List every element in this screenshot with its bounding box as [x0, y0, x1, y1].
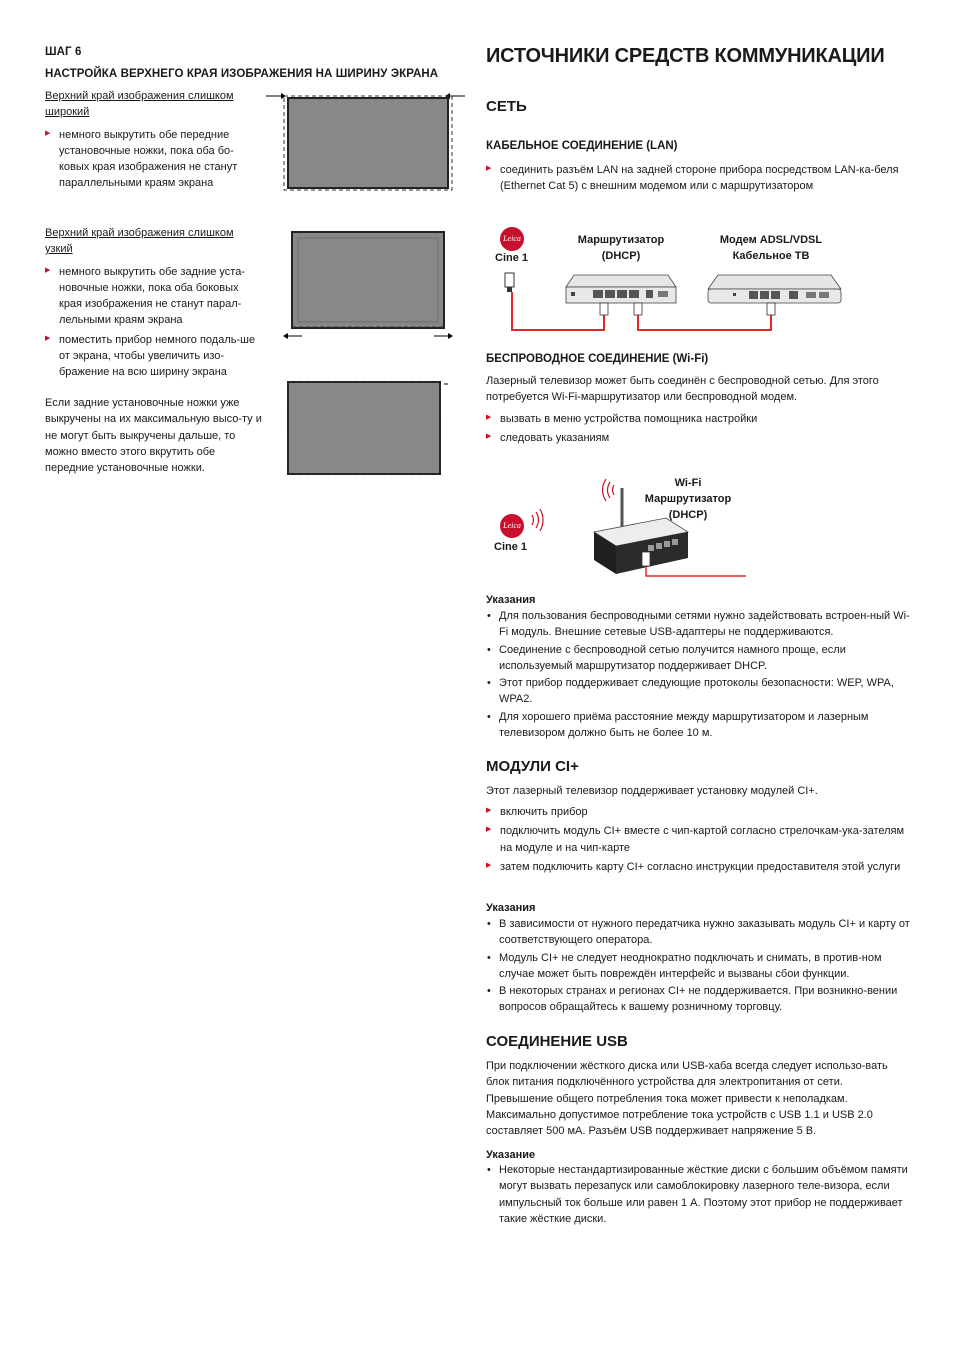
screen-normal-diagram — [282, 378, 454, 478]
lan-heading: КАБЕЛЬНОЕ СОЕДИНЕНИЕ (LAN) — [486, 140, 678, 152]
step-title: НАСТРОЙКА ВЕРХНЕГО КРАЯ ИЗОБРАЖЕНИЯ НА ШИРИНУ ЭКРАНА — [45, 68, 439, 80]
net-notes-heading: Указания — [486, 594, 536, 606]
wifi-text: Лазерный телевизор может быть соединён с беспроводной сетью. Для этого потребуется Wi-Fi-маршрутизатор или беспроводной модем. — [486, 375, 879, 404]
device-label: Cine 1 — [495, 252, 529, 264]
wide-bullets — [45, 127, 257, 192]
lan-bullets — [486, 162, 910, 198]
wide-heading-line1: Верхний край изображения слишком — [45, 90, 234, 102]
list-item: ▶ поместить прибор немного подаль-ше от экрана, чтобы увеличить изо-бражение на всю ширину экрана — [45, 332, 263, 381]
ci-notes — [486, 916, 910, 1017]
usb-note-heading: Указание — [486, 1149, 536, 1161]
wifi-bullets — [486, 411, 906, 450]
wifi-diagram — [486, 470, 906, 585]
list-item: • Для хорошего приёма расстояние между маршрутизатором и лазерным телевизором должно быть не более 10 м. — [486, 709, 910, 742]
lan-diagram-graphics — [486, 215, 906, 345]
narrow-heading-line1: Верхний край изображения слишком — [45, 227, 234, 239]
list-item: • Этот прибор поддерживает следующие протоколы безопасности: WEP, WPA, WPA2. — [486, 675, 910, 708]
projected-image — [288, 98, 448, 188]
usb-heading: СОЕДИНЕНИЕ USB — [486, 1033, 628, 1050]
list-item: • Соединение с беспроводной сетью получится намного проще, если используемый маршрутизатор поддерживает DHCP. — [486, 642, 910, 675]
step-label: ШАГ 6 — [45, 46, 82, 58]
screen-wide-diagram — [262, 86, 472, 196]
wide-section — [45, 88, 267, 195]
feet-note: Если задние установочные ножки уже выкручены на их максимальную высо-ту и не могут быть выкручены дальше, то можно вместо этого вкрутить обе передние установочные ножки. — [45, 397, 262, 475]
list-item: • В некоторых странах и регионах CI+ не поддерживается. При возникно-вении вопросов обращайтесь к вашему розничному торговцу. — [486, 983, 910, 1016]
net-notes — [486, 608, 910, 742]
net-heading: СЕТЬ — [486, 98, 527, 115]
list-item: • В зависимости от нужного передатчика нужно заказывать модуль CI+ и карту от соответствующего оператора. — [486, 916, 910, 949]
list-item: ▶ соединить разъём LAN на задней стороне прибора посредством LAN-ка-беля (Ethernet Cat 5) с внешним модемом или с маршрутизатором — [486, 162, 910, 195]
wifi-heading: БЕСПРОВОДНОЕ СОЕДИНЕНИЕ (Wi-Fi) — [486, 353, 709, 365]
modem-label: Модем ADSL/VDSL Кабельное ТВ — [719, 234, 823, 262]
ci-bullets — [486, 804, 910, 878]
page-title: ИСТОЧНИКИ СРЕДСТВ КОММУНИКАЦИИ — [486, 45, 885, 67]
lan-cable — [646, 566, 746, 576]
router-icon — [566, 275, 676, 315]
list-item: • Для пользования беспроводными сетями нужно задействовать встроен-ный Wi-Fi модуль. Внешние сетевые USB-адаптеры не поддерживаются. — [486, 608, 910, 641]
list-item: • Модуль CI+ не следует неоднократно подключать и снимать, в против-ном случае может быть повреждён интерфейс и вызваны сбои функции. — [486, 950, 910, 983]
screen-narrow-diagram — [282, 226, 454, 346]
list-item: ▶ немного выкрутить обе задние уста-новочные ножки, пока оба боковых края изображения не станут парал-лельными краям экрана — [45, 264, 263, 329]
list-item: ▶ вызвать в меню устройства помощника настройки — [486, 411, 906, 427]
usb-notes — [486, 1162, 910, 1228]
narrow-bullets — [45, 264, 263, 381]
lan-diagram — [486, 215, 906, 345]
list-item: ▶ следовать указаниям — [486, 430, 906, 446]
leica-logo: Leica — [500, 227, 524, 251]
wifi-router-icon — [594, 488, 688, 574]
ci-text: Этот лазерный телевизор поддерживает установку модулей CI+. — [486, 785, 818, 797]
list-item: • Некоторые нестандартизированные жёсткие диски с большим объёмом памяти могут вызвать перезапуск или самоблокировку лазерного теле-визора, если импульсный ток больше или равен 1 А. Поэтому этот прибор не поддерживает такие жёсткие диски. — [486, 1162, 910, 1227]
wide-heading-line2: широкий — [45, 106, 90, 119]
wifi-diagram-graphics — [486, 470, 906, 585]
list-item: ▶ включить прибор — [486, 804, 910, 820]
list-item: ▶ подключить модуль CI+ вместе с чип-картой согласно стрелочкам-ука-зателям на модуле и на чип-карте — [486, 823, 910, 856]
ci-heading: МОДУЛИ CI+ — [486, 758, 579, 775]
modem-icon — [708, 275, 841, 315]
usb-text: При подключении жёсткого диска или USB-хаба всегда следует использо-вать блок питания подключённого устройства для электропитания от сети. Превышение общего потребления тока может привести к неполадкам. Максимально допустимое потребление тока устройств с USB 1.1 и USB 2.0 составляет 500 мА. Разъём USB поддерживает напряжение 5 В. — [486, 1060, 888, 1138]
narrow-section — [45, 225, 267, 383]
wifi-router-label: Wi-Fi Маршрутизатор (DHCP) — [644, 477, 732, 521]
wifi-signal-icon — [532, 509, 543, 531]
narrow-heading-line2: узкий — [45, 243, 73, 256]
device-label: Cine 1 — [494, 541, 528, 553]
lan-plug-icon — [505, 273, 514, 292]
lan-cable — [638, 315, 771, 330]
router-label: Маршрутизатор (DHCP) — [577, 234, 665, 262]
list-item: ▶ немного выкрутить обе передние установочные ножки, пока оба бо-ковых края изображения не станут параллельными краям экрана — [45, 127, 257, 192]
ci-notes-heading: Указания — [486, 902, 536, 914]
leica-logo: Leica — [500, 514, 524, 538]
projected-image — [288, 382, 440, 474]
wifi-signal-icon — [603, 479, 615, 501]
list-item: ▶ затем подключить карту CI+ согласно инструкции предоставителя этой услуги — [486, 859, 910, 875]
